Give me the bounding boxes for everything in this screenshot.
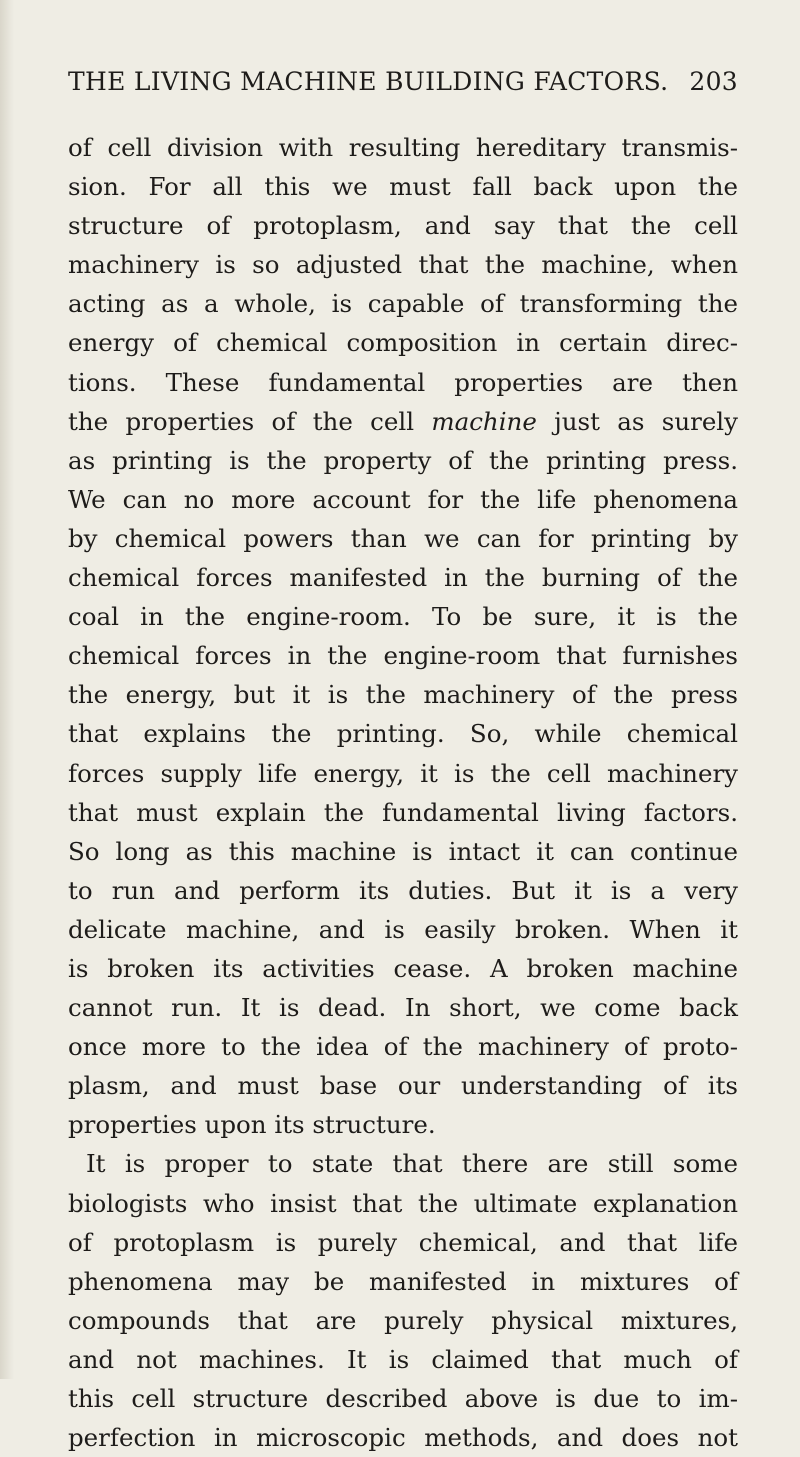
text-run: just as surely	[536, 406, 738, 436]
text-line: of protoplasm is purely chemical, and that life	[68, 1227, 738, 1257]
text-line: to run and perform its duties. But it is a very	[68, 875, 738, 905]
text-line: energy of chemical composition in certain direc-	[68, 328, 738, 358]
text-line: structure of protoplasm, and say that the cell	[68, 211, 738, 241]
text-line: of cell division with resulting hereditary transmis-	[68, 133, 738, 162]
text-line: So long as this machine is intact it can continue	[68, 836, 738, 866]
text-line: properties upon its structure.	[68, 1110, 436, 1140]
text-line	[68, 402, 738, 441]
page-edge-shadow	[0, 0, 14, 1379]
text-line: perfection in microscopic methods, and does not	[68, 1423, 738, 1453]
text-line: delicate machine, and is easily broken. When it	[68, 914, 738, 944]
text-line: once more to the idea of the machinery of proto-	[68, 1032, 738, 1062]
text-line: We can no more account for the life phenomena	[68, 484, 738, 514]
text-line: is broken its activities cease. A broken machine	[68, 953, 738, 983]
text-line: phenomena may be manifested in mixtures of	[68, 1266, 738, 1296]
text-line: biologists who insist that the ultimate explanation	[68, 1188, 738, 1218]
text-line: as printing is the property of the printing press.	[68, 445, 738, 475]
text-run: the properties of the cell	[68, 406, 432, 436]
body-text	[68, 128, 738, 1457]
text-line: the energy, but it is the machinery of the press	[68, 680, 738, 710]
text-line: chemical forces manifested in the burning of the	[68, 563, 738, 593]
page-number: 203	[689, 67, 738, 96]
text-line: forces supply life energy, it is the cell machinery	[68, 758, 738, 788]
text-line: plasm, and must base our understanding of its	[68, 1071, 738, 1101]
text-line: compounds that are purely physical mixtures,	[68, 1305, 738, 1335]
text-line: tions. These fundamental properties are then	[68, 367, 738, 397]
text-line: and not machines. It is claimed that much of	[68, 1344, 738, 1374]
text-line: coal in the engine-room. To be sure, it is the	[68, 602, 738, 632]
text-line: It is proper to state that there are still some	[86, 1149, 738, 1179]
text-line: cannot run. It is dead. In short, we come back	[68, 993, 738, 1023]
page-header	[68, 62, 738, 102]
text-line: chemical forces in the engine-room that furnishes	[68, 641, 738, 671]
running-head: THE LIVING MACHINE BUILDING FACTORS.	[68, 67, 669, 96]
text-line: sion. For all this we must fall back upon the	[68, 172, 738, 202]
text-line: that must explain the fundamental living factors.	[68, 797, 738, 827]
text-line: machinery is so adjusted that the machine, when	[68, 250, 738, 280]
italic-word: machine	[431, 406, 537, 436]
text-line: this cell structure described above is due to im-	[68, 1384, 738, 1413]
text-line: that explains the printing. So, while chemical	[68, 719, 738, 749]
text-line: by chemical powers than we can for printing by	[68, 523, 738, 553]
text-line: acting as a whole, is capable of transforming the	[68, 289, 738, 319]
